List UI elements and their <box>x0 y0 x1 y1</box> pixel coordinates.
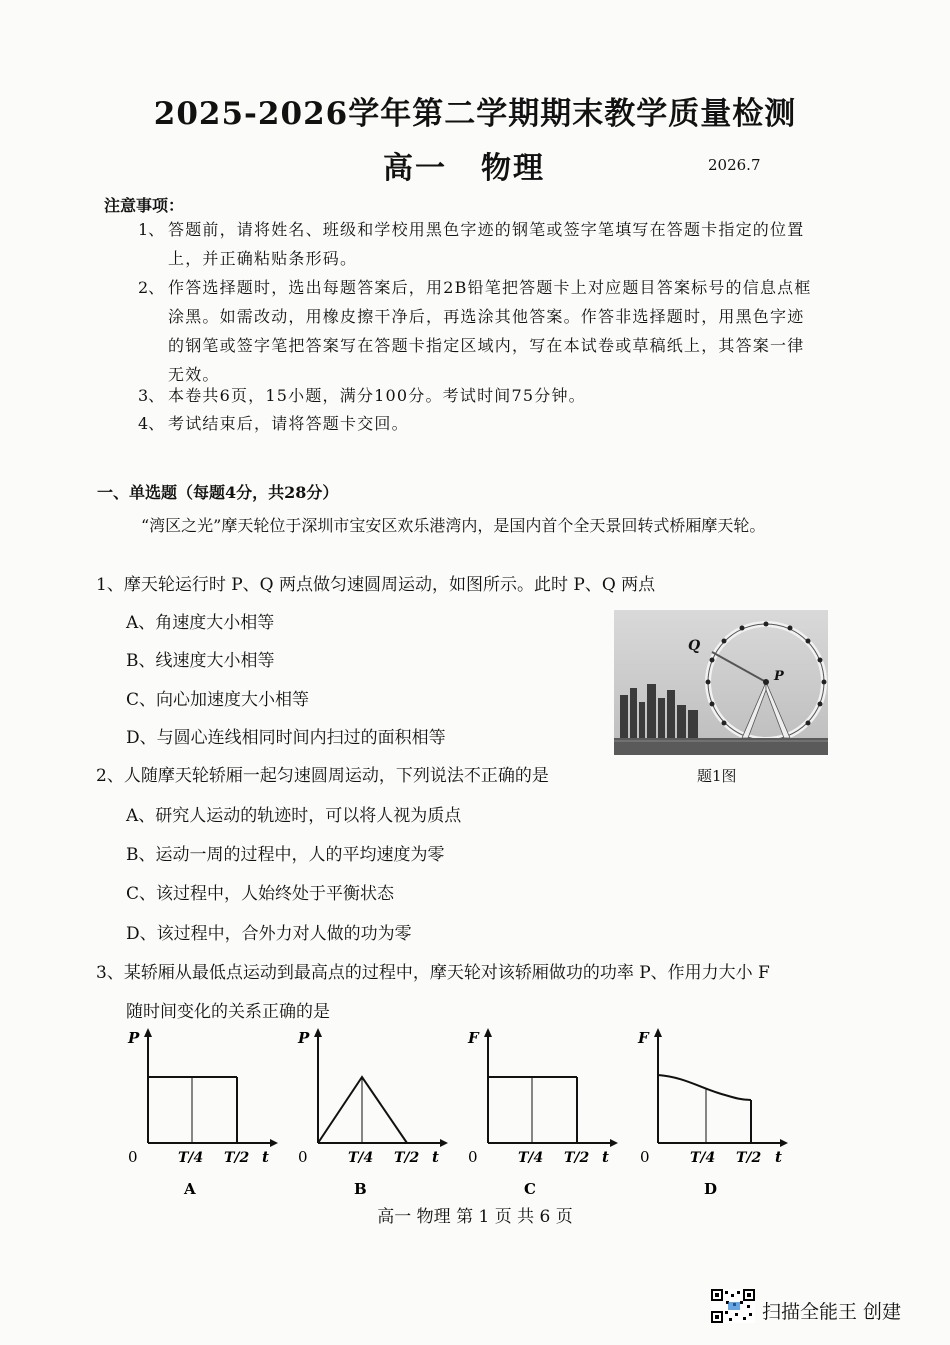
graph-c-tick-2: T/2 <box>564 1150 590 1166</box>
qr-code-icon <box>711 1289 755 1323</box>
graph-c <box>460 1025 620 1195</box>
q1-option-c: C、向心加速度大小相等 <box>126 690 310 710</box>
q2-option-a: A、研究人运动的轨迹时，可以将人视为质点 <box>126 806 462 826</box>
exam-title: 2025-2026学年第二学期期末教学质量检测 <box>153 96 797 132</box>
notice-heading: 注意事项： <box>104 196 185 215</box>
figure-caption: 题1图 <box>697 767 737 785</box>
graph-b-x-label: t <box>432 1148 439 1166</box>
graph-a-tick-1: T/4 <box>178 1150 204 1166</box>
q1-option-a: A、角速度大小相等 <box>126 613 275 633</box>
graph-b <box>290 1025 450 1195</box>
graph-c-x-label: t <box>602 1148 609 1166</box>
graph-c-tick-1: T/4 <box>518 1150 544 1166</box>
graph-b-tick-1: T/4 <box>348 1150 374 1166</box>
graph-b-origin: 0 <box>298 1148 308 1166</box>
graph-a-origin: 0 <box>128 1148 138 1166</box>
graph-b-tick-2: T/2 <box>394 1150 420 1166</box>
subject-label: 物理 <box>481 151 545 186</box>
graph-a-y-label: P <box>128 1029 140 1047</box>
graph-d <box>630 1025 790 1195</box>
graph-c-y-label: F <box>468 1029 479 1047</box>
graph-a-x-label: t <box>262 1148 269 1166</box>
graph-a-option: A <box>184 1180 196 1195</box>
question-1-stem: 1、摩天轮运行时 P、Q 两点做匀速圆周运动，如图所示。此时 P、Q 两点 <box>96 575 656 595</box>
q2-option-d: D、该过程中，合外力对人做的功为零 <box>126 924 412 944</box>
notice-item-1: 1、 答题前，请将姓名、班级和学校用黑色字迹的钢笔或签字笔填写在答题卡指定的位置上，并正确粘贴条形码。 <box>138 220 805 268</box>
graph-d-y-label: F <box>638 1029 649 1047</box>
graph-d-option: D <box>704 1180 718 1195</box>
graph-d-x-label: t <box>775 1148 782 1166</box>
exam-subtitle <box>383 143 545 187</box>
graph-d-origin: 0 <box>640 1148 650 1166</box>
ferris-wheel-photo <box>614 610 828 755</box>
question-3-stem-line2: 随时间变化的关系正确的是 <box>126 1002 330 1022</box>
exam-date: 2026.7 <box>708 156 761 174</box>
graph-b-option: B <box>354 1180 367 1195</box>
q1-option-d: D、与圆心连线相同时间内扫过的面积相等 <box>126 728 446 748</box>
page-footer: 高一 物理 第 1 页 共 6 页 <box>377 1207 573 1227</box>
q1-option-b: B、线速度大小相等 <box>126 651 275 671</box>
label-p: P <box>774 669 784 684</box>
graph-b-y-label: P <box>298 1029 310 1047</box>
q2-option-b: B、运动一周的过程中，人的平均速度为零 <box>126 845 445 865</box>
label-q: Q <box>688 638 701 654</box>
graph-a-tick-2: T/2 <box>224 1150 250 1166</box>
section-heading: 一、单选题（每题4分，共28分） <box>97 483 339 502</box>
notice-item-3: 3、 本卷共6页，15小题，满分100分。考试时间75分钟。 <box>138 386 586 405</box>
grade-label: 高一 <box>383 151 447 186</box>
section-intro: “湾区之光”摩天轮位于深圳市宝安区欢乐港湾内，是国内首个全天景回转式桥厢摩天轮。 <box>141 516 766 535</box>
graph-a <box>120 1025 280 1195</box>
graph-d-tick-2: T/2 <box>736 1150 762 1166</box>
graph-c-option: C <box>524 1180 536 1195</box>
graph-d-tick-1: T/4 <box>690 1150 716 1166</box>
notice-item-4: 4、 考试结束后，请将答题卡交回。 <box>138 414 409 433</box>
question-3-stem-line1: 3、某轿厢从最低点运动到最高点的过程中，摩天轮对该轿厢做功的功率 P、作用力大小 F <box>96 963 770 983</box>
q2-option-c: C、该过程中，人始终处于平衡状态 <box>126 884 395 904</box>
question-2-stem: 2、人随摩天轮轿厢一起匀速圆周运动，下列说法不正确的是 <box>96 766 549 786</box>
notice-item-2: 2、 作答选择题时，选出每题答案后，用2B铅笔把答题卡上对应题目答案标号的信息点框涂黑。如需改动，用橡皮擦干净后，再选涂其他答案。作答非选择题时，用黑色字迹的钢笔或签字笔把答案写在答题卡指定区域内，写在本试卷或草稿纸上，其答案一律无效。 <box>138 278 812 384</box>
scanner-watermark: 扫描全能王 创建 <box>762 1301 902 1323</box>
graph-c-origin: 0 <box>468 1148 478 1166</box>
